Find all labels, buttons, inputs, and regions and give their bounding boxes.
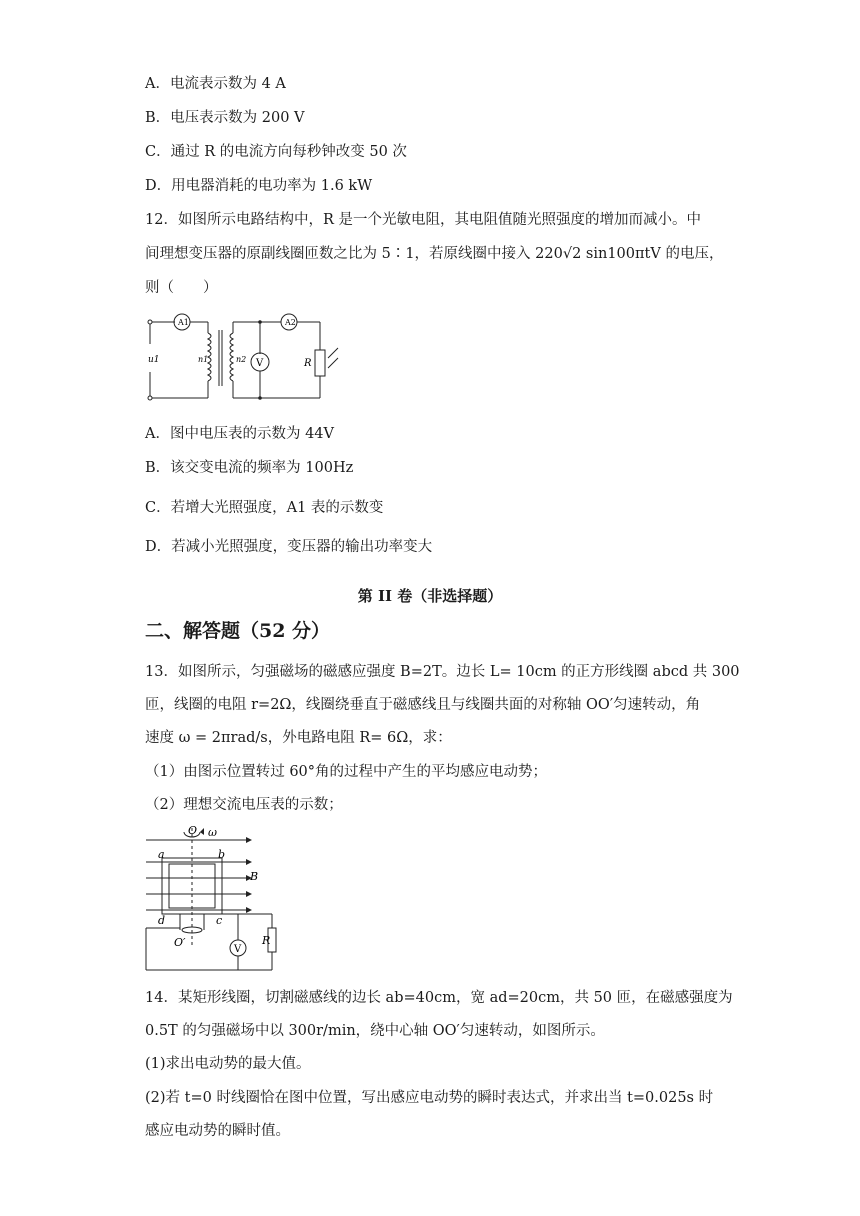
label-n1: n1 (198, 355, 209, 364)
label-r: R (304, 358, 312, 369)
q12-stem-line1: 12．如图所示电路结构中，R 是一个光敏电阻，其电阻值随光照强度的增加而减小。中 (145, 212, 701, 228)
label-n2: n2 (236, 355, 247, 364)
q12-option-a: A．图中电压表的示数为 44V (145, 426, 335, 442)
label-voltmeter: V (234, 944, 242, 955)
q14-sub1: (1)求出电动势的最大值。 (145, 1056, 311, 1072)
q14-stem-line1: 14．某矩形线圈，切割磁感线的边长 ab=40cm，宽 ad=20cm，共 50 匝，在磁感强度为 (145, 990, 733, 1006)
part2-heading: 二、解答题（52 分） (145, 620, 331, 642)
q13-sub2: （2）理想交流电压表的示数； (145, 797, 343, 813)
q12-transformer-circuit-figure (140, 308, 340, 408)
q12-option-d: D．若减小光照强度，变压器的输出功率变大 (145, 539, 433, 555)
q13-coil-in-field-figure (140, 820, 300, 975)
label-a1: A1 (178, 318, 189, 327)
q13-stem-line3: 速度 ω = 2πrad/s，外电路电阻 R= 6Ω，求： (145, 730, 452, 746)
q13-stem-line1: 13．如图所示，匀强磁场的磁感应强度 B=2T。边长 L= 10cm 的正方形线圈 abcd 共 300 (145, 664, 740, 680)
q14-stem-line2: 0.5T 的匀强磁场中以 300r/min，绕中心轴 OO′匀速转动，如图所示。 (145, 1023, 605, 1039)
q14-sub2-line2: 感应电动势的瞬时值。 (145, 1123, 290, 1139)
part2-title: 第 II 卷（非选择题） (357, 587, 503, 605)
label-a: a (158, 848, 165, 861)
q13-stem-line2: 匝，线圈的电阻 r=2Ω，线圈绕垂直于磁感线且与线圈共面的对称轴 OO′匀速转动，角 (145, 697, 701, 713)
q14-sub2-line1: (2)若 t=0 时线圈恰在图中位置，写出感应电动势的瞬时表达式，并求出当 t=0.025s 时 (145, 1090, 714, 1106)
q12-stem-line3: 则（ ） (145, 280, 218, 296)
label-u1: u1 (148, 355, 160, 365)
q12-stem-line2: 间理想变压器的原副线圈匝数之比为 5∶1，若原线圈中接入 220√2 sin100πtV 的电压， (145, 246, 724, 262)
label-c: c (216, 914, 223, 927)
label-o-prime: O′ (174, 936, 186, 949)
label-resistor: R (262, 934, 271, 947)
label-a2: A2 (285, 318, 296, 327)
label-v: V (256, 358, 264, 369)
q11-option-c: C．通过 R 的电流方向每秒钟改变 50 次 (145, 144, 407, 160)
q11-option-b: B．电压表示数为 200 V (145, 110, 305, 126)
label-b: b (218, 848, 226, 861)
q12-option-b: B．该交变电流的频率为 100Hz (145, 460, 354, 476)
q13-sub1: （1）由图示位置转过 60°角的过程中产生的平均感应电动势； (145, 764, 548, 780)
label-field-b: B (250, 870, 259, 883)
label-d: d (158, 914, 166, 927)
q12-option-c: C．若增大光照强度，A1 表的示数变 (145, 500, 384, 516)
q11-option-a: A．电流表示数为 4 A (145, 76, 286, 92)
label-omega: ω (208, 826, 217, 839)
q11-option-d: D．用电器消耗的电功率为 1.6 kW (145, 178, 373, 194)
label-o: O (188, 824, 198, 837)
